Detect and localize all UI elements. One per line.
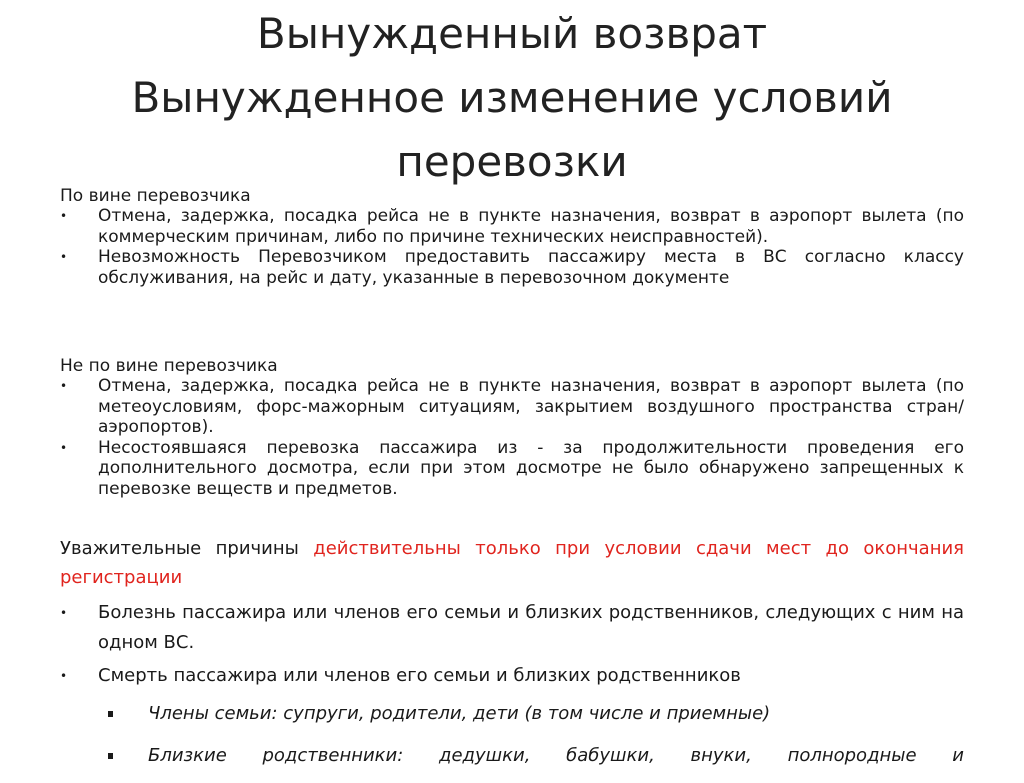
bullet-icon: •: [60, 209, 68, 223]
bullet-icon: •: [60, 606, 68, 620]
title-line-2: Вынужденное изменение условий: [131, 73, 893, 122]
heading-plain-text: Уважительные причины: [60, 538, 314, 559]
sub-list-item-text: Члены семьи: супруги, родители, дети (в том числе и приемные): [148, 703, 771, 724]
section-heading: Не по вине перевозчика: [60, 356, 278, 376]
list-item: [60, 661, 964, 691]
slide-title: [0, 2, 1024, 194]
section-not-carrier-fault: [60, 356, 964, 499]
square-bullet-icon: [108, 753, 113, 759]
section-heading: По вине перевозчика: [60, 186, 251, 206]
title-line-1: Вынужденный возврат: [256, 9, 768, 58]
list-item-text: Болезнь пассажира или членов его семьи и близких родственников, следующих с ним на одном ВС.: [98, 602, 964, 653]
list-item: [60, 598, 964, 658]
bullet-icon: •: [60, 440, 68, 455]
list-item-text: Смерть пассажира или членов его семьи и близких родственников: [98, 665, 741, 686]
list-item: [60, 376, 964, 438]
list-item-text: Отмена, задержка, посадка рейса не в пункте назначения, возврат в аэропорт вылета (по коммерческим причинам, либо по причине технических неисправностей).: [98, 206, 964, 247]
sub-list-item: [108, 699, 964, 729]
bullet-list: [60, 598, 964, 691]
list-item-text: Несостоявшаяся перевозка пассажира из - за продолжительности проведения его дополнительного досмотра, если при этом досмотре не было обнаружено запрещенных к перевозке веществ и предметов.: [98, 437, 964, 499]
section-valid-reasons: [60, 534, 964, 783]
list-item-text: Невозможность Перевозчиком предоставить пассажиру места в ВС согласно классу обслуживания, на рейс и дату, указанные в перевозочном документе: [98, 247, 964, 288]
sub-list-item-text: Близкие родственники: дедушки, бабушки, внуки, полнородные и: [148, 745, 964, 766]
bullet-icon: •: [60, 669, 68, 683]
list-item-text: Отмена, задержка, посадка рейса не в пункте назначения, возврат в аэропорт вылета (по метеоусловиям, форс-мажорным ситуациям, закрытием воздушного пространства стран/аэропортов).: [98, 376, 964, 437]
bullet-icon: •: [60, 250, 68, 264]
list-item: [60, 438, 964, 500]
bullet-list: [60, 206, 964, 288]
bullet-icon: •: [60, 379, 68, 393]
list-item: [60, 206, 964, 247]
bullet-list: [60, 376, 964, 499]
section-carrier-fault: [60, 186, 964, 288]
sub-bullet-list: [60, 699, 964, 771]
section-heading: [60, 534, 964, 592]
heading-red-text: действительны только при условии сдачи мест до окончания регистрации: [60, 538, 964, 588]
title-line-3: перевозки: [396, 137, 628, 186]
list-item: [60, 247, 964, 288]
square-bullet-icon: [108, 711, 113, 717]
